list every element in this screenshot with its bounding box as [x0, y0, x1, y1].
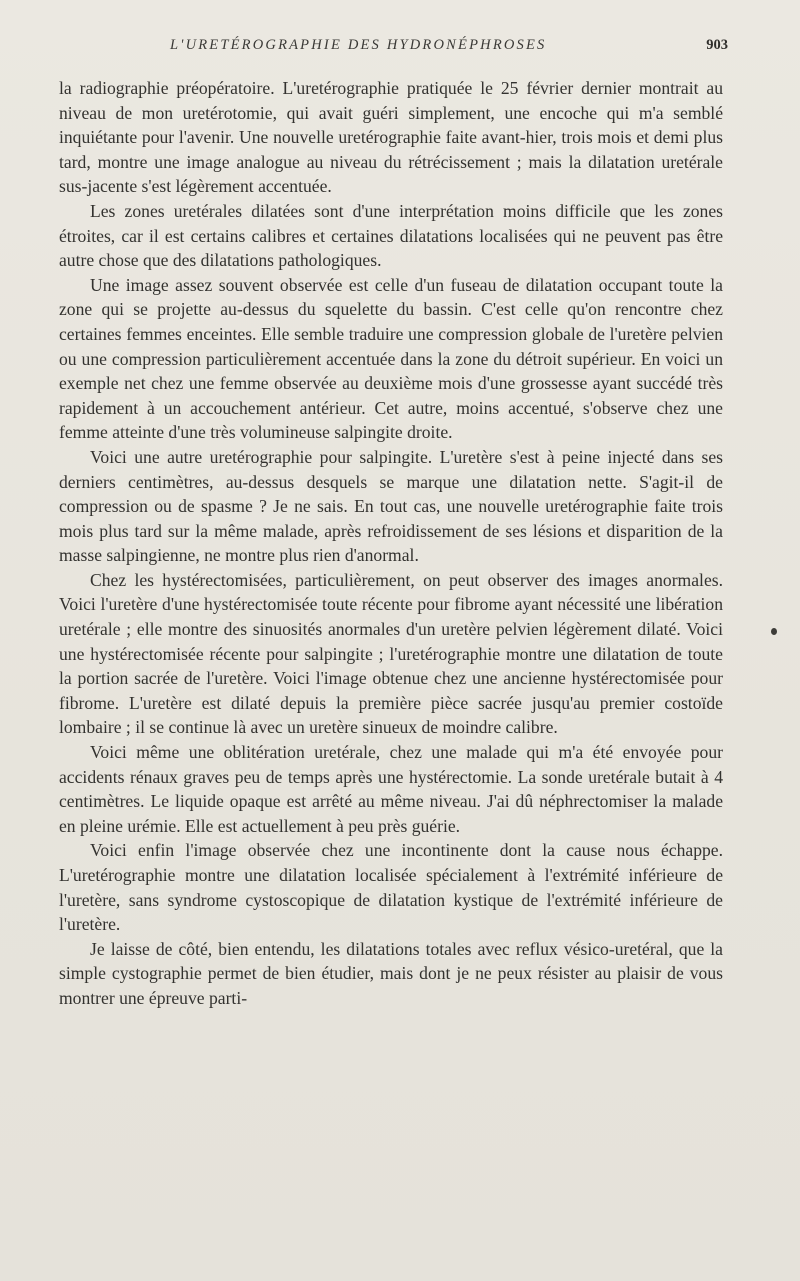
paragraph-6: Voici même une oblitération uretérale, chez une malade qui m'a été envoyée pour accidents rénaux graves peu de temps après une hystérectomie. La sonde uretérale butait à 4 centimètres. Le liquide opaque est arrêté au même niveau. J'ai dû néphrectomiser la malade en pleine urémie. Elle est actuellement à peu près guérie. — [59, 742, 723, 836]
paragraph-4: Voici une autre uretérographie pour salpingite. L'uretère s'est à peine injecté dans ses derniers centimètres, au-dessus desquels se marque une dilatation nette. S'agit-il de compression ou de spasme ? Je ne sais. En tout cas, une nouvelle uretérographie faite trois mois plus tard sur la même malade, après refroidissement de ses lésions et disparition de la masse salpingienne, ne montre plus rien d'anormal. — [59, 446, 723, 566]
paragraph-2: Les zones uretérales dilatées sont d'une interprétation moins difficile que les zones étroites, car il est certains calibres et certaines dilatations localisées qui ne peuvent pas être autre chose que des dilatations pathologiques. — [59, 200, 723, 271]
paragraph-1: la radiographie préopératoire. L'uretérographie pratiquée le 25 février dernier montrait au niveau de mon uretérotomie, qui avait guéri simplement, une encoche qui m'a semblé inquiétante pour l'avenir. Une nouvelle uretérographie faite avant-hier, trois mois et demi plus tard, montre une image analogue au niveau du rétrécissement ; mais la dilatation uretérale sus-jacente s'est légèrement accentuée. — [59, 78, 723, 197]
paragraph-5: Chez les hystérectomisées, particulièrement, on peut observer des images anormales. Voici l'uretère d'une hystérectomisée toute récente pour fibrome ayant nécessité une libération uretérale ; elle montre des sinuosités anormales d'un uretère pelvien légèrement dilaté. Voici une hystérectomisée récente pour salpingite ; l'uretérographie montre une dilatation de toute la portion sacrée de l'uretère. Voici l'image obtenue chez une ancienne hystérectomisée pour fibrome. L'uretère est dilaté depuis la première pièce sacrée jusqu'au premier costoïde lombaire ; il se continue là avec un uretère sinueux de moindre calibre. — [59, 569, 723, 738]
running-title: L'URETÉROGRAPHIE DES HYDRONÉPHROSES — [170, 37, 547, 53]
page-number: 903 — [706, 37, 728, 53]
paragraph-7: Voici enfin l'image observée chez une incontinente dont la cause nous échappe. L'uretérographie montre une dilatation localisée spécialement à l'extrémité inférieure de l'uretère, sans syndrome cystoscopique de dilatation kystique de l'extrémité inférieure de l'uretère. — [59, 840, 723, 935]
margin-ink-spot — [771, 628, 777, 635]
paragraph-3: Une image assez souvent observée est celle d'un fuseau de dilatation occupant toute la zone qui se projette au-dessus du squelette du bassin. C'est celle qu'on rencontre chez certaines femmes enceintes. Elle semble traduire une compression globale de l'uretère pelvien ou une compression particulièrement accentuée dans la zone du détroit supérieur. En voici un exemple net chez une femme observée au deuxième mois d'une grossesse ayant succédé très rapidement à un accouchement antérieur. Cet autre, moins accentué, s'observe chez une femme atteinte d'une très volumineuse salpingite droite. — [59, 274, 723, 443]
body-text — [59, 76, 723, 1011]
running-header — [60, 37, 728, 57]
paragraph-8: Je laisse de côté, bien entendu, les dilatations totales avec reflux vésico-uretéral, que la simple cystographie permet de bien étudier, mais dont je ne peux résister au plaisir de vous montrer une épreuve parti- — [59, 938, 723, 1008]
